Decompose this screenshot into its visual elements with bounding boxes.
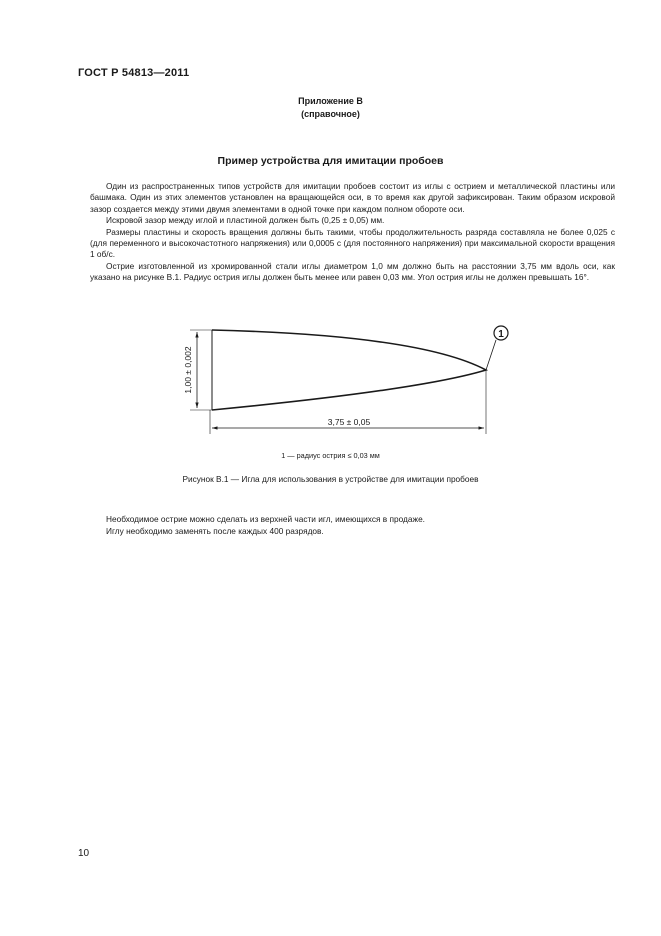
annex-type: (справочное) bbox=[301, 109, 360, 119]
needle-outline bbox=[212, 330, 486, 410]
callout-leader bbox=[486, 340, 496, 370]
paragraph: Искровой зазор между иглой и пластиной должен быть (0,25 ± 0,05) мм. bbox=[106, 215, 385, 226]
notes bbox=[106, 514, 425, 537]
figure-caption: Рисунок В.1 — Игла для использования в устройстве для имитации пробоев bbox=[182, 474, 479, 484]
page-number: 10 bbox=[78, 848, 90, 859]
figure-legend: 1 — радиус острия ≤ 0,03 мм bbox=[281, 451, 380, 460]
section-title: Пример устройства для имитации пробоев bbox=[217, 155, 444, 167]
paragraph: Один из распространенных типов устройств для имитации пробоев состоит из иглы с острием и металлической пластины или башмака. Один из этих элементов установлен на вращающейся оси, в то время как другой зафиксирован. Таким образом искровой зазор создается между этими двумя элементами в одной точке при каждом полном обороте оси. bbox=[90, 181, 615, 214]
note-line: Иглу необходимо заменять после каждых 400 разрядов. bbox=[106, 525, 324, 536]
length-dimension-label: 3,75 ± 0,05 bbox=[327, 417, 371, 427]
paragraph: Острие изготовленной из хромированной стали иглы диаметром 1,0 мм должно быть на расстоянии 3,75 мм вдоль оси, как указано на рисунке В.1. Радиус острия иглы должен быть менее или равен 0,03 мм. Угол острия иглы не должен превышать 16°. bbox=[90, 260, 615, 283]
height-dimension-label: 1,00 ± 0,002 bbox=[183, 346, 193, 394]
document-header: ГОСТ Р 54813—2011 bbox=[78, 67, 190, 79]
annex-title: Приложение В bbox=[298, 96, 363, 106]
note-line: Необходимое острие можно сделать из верхней части игл, имеющихся в продаже. bbox=[106, 514, 425, 524]
paragraph: Размеры пластины и скорость вращения должны быть такими, чтобы продолжительность разряда составляла не более 0,025 с (для переменного и высокочастотного напряжения) или 0,0005 с (для постоянного напряжения) при максимальной скорости вращения 1 об/с. bbox=[90, 226, 615, 260]
callout-number: 1 bbox=[498, 329, 504, 340]
